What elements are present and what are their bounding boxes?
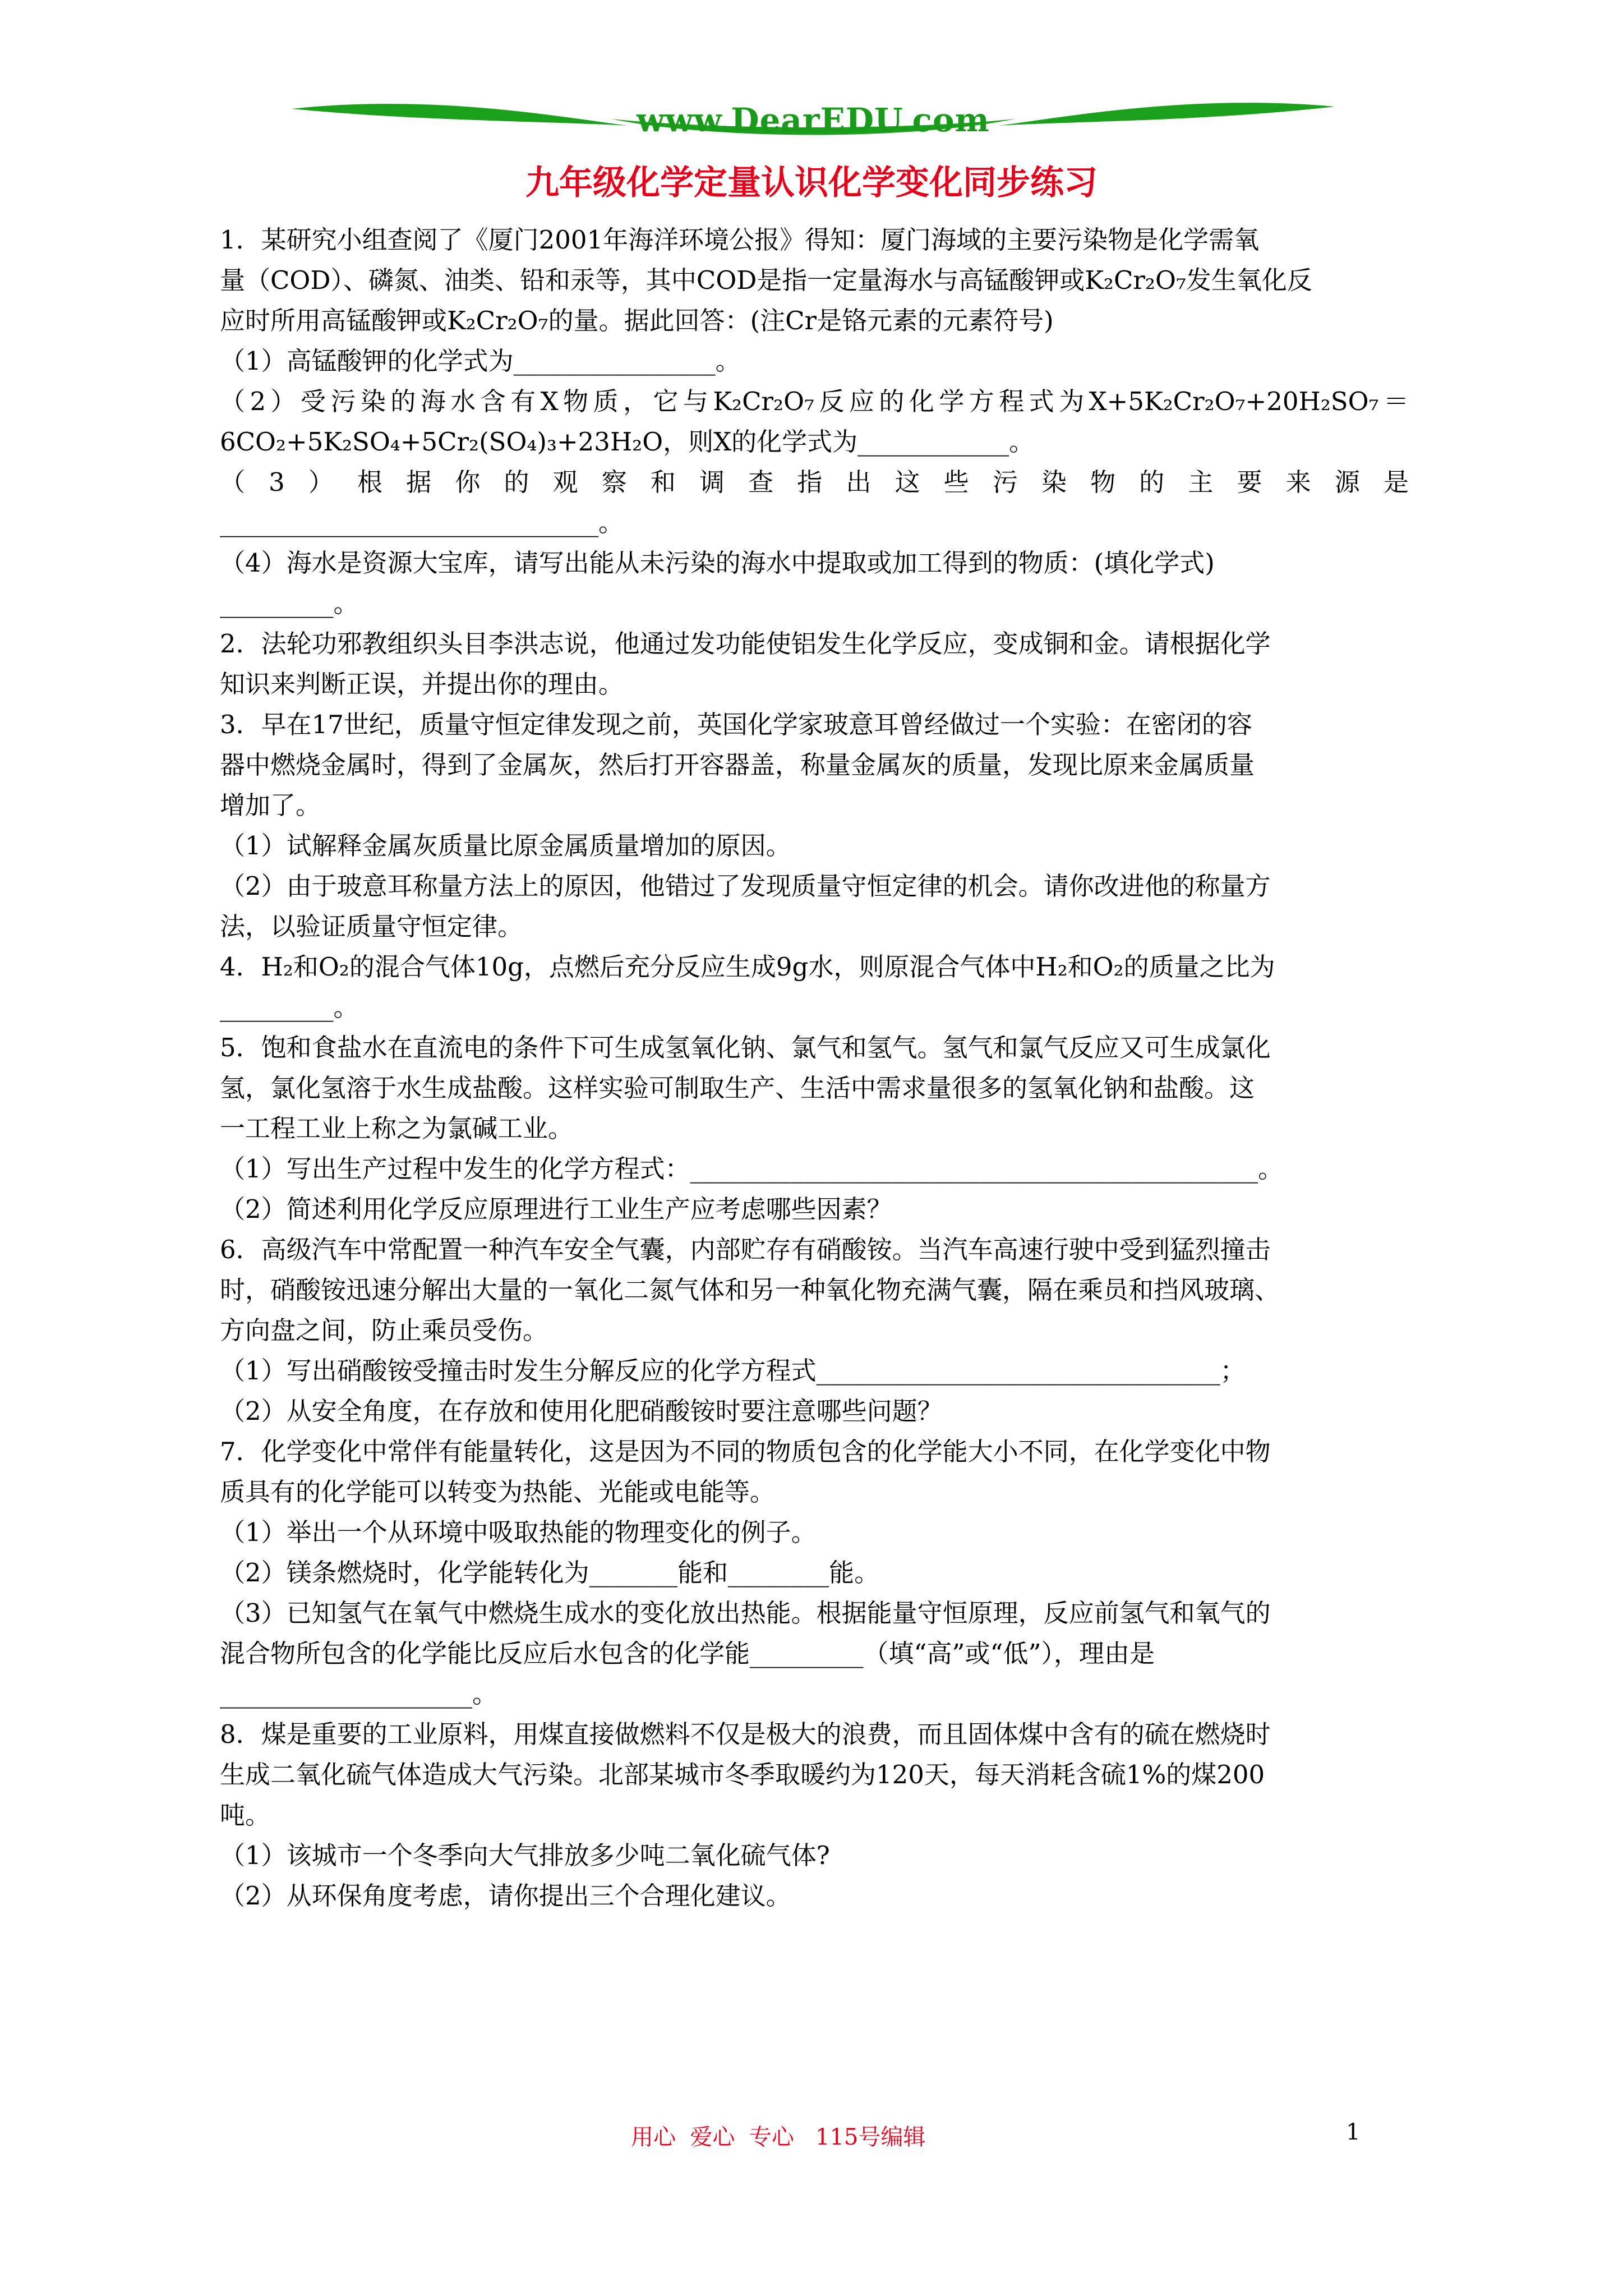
text-line: 增加了。 bbox=[220, 790, 321, 820]
text-line: 1．某研究小组查阅了《厦门2001年海洋环境公报》得知：厦门海域的主要污染物是化学需氧 bbox=[220, 225, 1260, 255]
text-line: 7．化学变化中常伴有能量转化，这是因为不同的物质包含的化学能大小不同，在化学变化中物 bbox=[220, 1437, 1271, 1466]
text-line: 质具有的化学能可以转变为热能、光能或电能等。 bbox=[220, 1477, 776, 1507]
page-number: 1 bbox=[1346, 2119, 1361, 2145]
text-line: 8．煤是重要的工业原料，用煤直接做燃料不仅是极大的浪费，而且固体煤中含有的硫在燃烧时 bbox=[220, 1719, 1271, 1749]
text-line: _________。 bbox=[220, 588, 359, 618]
text-line: 吨。 bbox=[220, 1800, 271, 1830]
text-line: （3）根据你的观察和调查指出这些污染物的主要来源是 bbox=[220, 467, 1409, 497]
text-line: 器中燃烧金属时，得到了金属灰，然后打开容器盖，称量金属灰的质量，发现比原来金属质量 bbox=[220, 750, 1255, 780]
text-line: 生成二氧化硫气体造成大气污染。北部某城市冬季取暖约为120天，每天消耗含硫1%的煤200 bbox=[220, 1760, 1265, 1789]
text-line: （2）从环保角度考虑，请你提出三个合理化建议。 bbox=[220, 1881, 791, 1911]
page-title: 九年级化学定量认识化学变化同步练习 bbox=[525, 163, 1098, 203]
text-line: 5．饱和食盐水在直流电的条件下可生成氢氧化钠、氯气和氢气。氢气和氯气反应又可生成氯化 bbox=[220, 1033, 1271, 1062]
text-line: （2）由于玻意耳称量方法上的原因，他错过了发现质量守恒定律的机会。请你改进他的称量方 bbox=[220, 871, 1271, 901]
text-line: 法，以验证质量守恒定律。 bbox=[220, 912, 523, 941]
text-line: （1）写出生产过程中发生的化学方程式：_____________________________________________。 bbox=[220, 1154, 1284, 1184]
text-line: 氢，氯化氢溶于水生成盐酸。这样实验可制取生产、生活中需求量很多的氢氧化钠和盐酸。这 bbox=[220, 1073, 1255, 1103]
banner-text: www.DearEDU.com bbox=[637, 101, 990, 139]
text-line: 量（COD）、磷氮、油类、铅和汞等，其中COD是指一定量海水与高锰酸钾或K₂Cr₂O₇发生氧化反 bbox=[220, 265, 1312, 295]
text-line: 3．早在17世纪，质量守恒定律发现之前，英国化学家玻意耳曾经做过一个实验：在密闭的容 bbox=[220, 710, 1252, 739]
site-banner bbox=[292, 96, 1335, 158]
text-line: 应时所用高锰酸钾或K₂Cr₂O₇的量。据此回答：(注Cr是铬元素的元素符号) bbox=[220, 306, 1054, 335]
text-line: （3）已知氢气在氧气中燃烧生成水的变化放出热能。根据能量守恒原理，反应前氢气和氧气的 bbox=[220, 1598, 1271, 1628]
text-line: （1）举出一个从环境中吸取热能的物理变化的例子。 bbox=[220, 1517, 817, 1547]
text-line: （1）该城市一个冬季向大气排放多少吨二氧化硫气体? bbox=[220, 1841, 830, 1870]
text-line: 知识来判断正误，并提出你的理由。 bbox=[220, 669, 624, 699]
text-line: _________。 bbox=[220, 992, 359, 1022]
text-line: 6．高级汽车中常配置一种汽车安全气囊，内部贮存有硝酸铵。当汽车高速行驶中受到猛烈撞击 bbox=[220, 1235, 1271, 1264]
text-line: （1）写出硝酸铵受撞击时发生分解反应的化学方程式________________________________； bbox=[220, 1356, 1246, 1386]
text-line: ______________________________。 bbox=[220, 508, 624, 537]
footer-editor-note: 用心 爱心 专心 115号编辑 bbox=[631, 2124, 926, 2150]
document-body bbox=[220, 220, 1409, 1916]
text-line: 一工程工业上称之为氯碱工业。 bbox=[220, 1114, 574, 1143]
text-line: ____________________。 bbox=[220, 1679, 498, 1709]
text-line: 混合物所包含的化学能比反应后水包含的化学能_________（填“高”或“低”），理由是 bbox=[220, 1639, 1155, 1668]
text-line: （2）受污染的海水含有X物质，它与K₂Cr₂O₇反应的化学方程式为X+5K₂Cr₂O₇+20H₂SO₇＝ bbox=[220, 386, 1409, 416]
text-line: （2）从安全角度，在存放和使用化肥硝酸铵时要注意哪些问题？ bbox=[220, 1396, 943, 1426]
text-line: 时，硝酸铵迅速分解出大量的一氧化二氮气体和另一种氧化物充满气囊，隔在乘员和挡风玻璃、 bbox=[220, 1275, 1280, 1305]
text-line: 6CO₂+5K₂SO₄+5Cr₂(SO₄)₃+23H₂O，则X的化学式为____________。 bbox=[220, 427, 1035, 457]
text-line: （2）简述利用化学反应原理进行工业生产应考虑哪些因素？ bbox=[220, 1194, 892, 1224]
text-line: 方向盘之间，防止乘员受伤。 bbox=[220, 1315, 548, 1345]
text-line: （1）试解释金属灰质量比原金属质量增加的原因。 bbox=[220, 831, 791, 861]
text-line: （2）镁条燃烧时，化学能转化为_______能和________能。 bbox=[220, 1558, 880, 1588]
text-line: 2．法轮功邪教组织头目李洪志说，他通过发功能使铝发生化学反应，变成铜和金。请根据化学 bbox=[220, 629, 1271, 659]
text-line: （1）高锰酸钾的化学式为________________。 bbox=[220, 346, 741, 376]
text-line: 4．H₂和O₂的混合气体10g，点燃后充分反应生成9g水，则原混合气体中H₂和O₂的质量之比为 bbox=[220, 952, 1275, 982]
text-line: （4）海水是资源大宝库，请写出能从未污染的海水中提取或加工得到的物质：(填化学式) bbox=[220, 548, 1215, 578]
